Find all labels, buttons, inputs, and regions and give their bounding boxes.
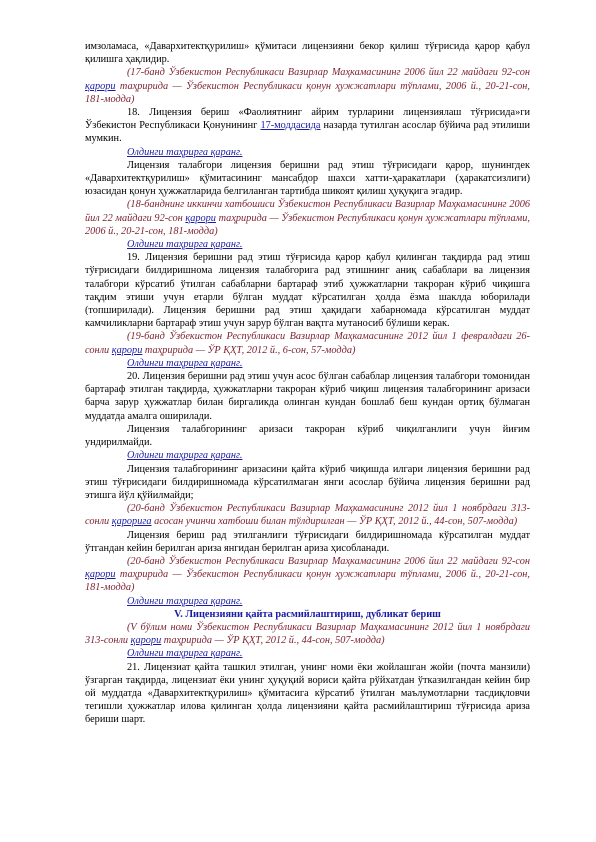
paragraph-19: 19. Лицензия беришни рад этиш тўғрисида қарор қабул қилинган тақдирда рад этиш тўғрисидаги билдиришнома лицензия талабгорига рад этишнинг аниқ сабаблари ва лицензия талабгори кўрсатиб ўтилган сабабларни бартараф этиб ҳужжатларни такроран кўриб чиқишга тақдим этиши учун етарли бўлган муддат кўрсатилган ҳолда ёзма шаклда юборилади (топширилади). Лицензия беришни рад этиш ҳақидаги хабарномада кўрсатилган муддат камчиликларни бартараф этиш учун зарур бўлган вақтга мутаносиб бўлиши керак. [85,252,530,330]
resolution-link[interactable]: қарорига [111,516,152,528]
paragraph-20-fourth: Лицензия бериш рад этилганлиги тўғрисидаги билдиришномада кўрсатилган муддат ўтгандан кейин берилган ариза янгидан берилган ариза ҳисобланади. [85,529,530,554]
note-text: таҳририда — ЎР ҚҲТ, 2012 й., 6-сон, 57-модда) [142,344,356,356]
previous-edition-link[interactable]: Олдинги таҳрирга қаранг. [127,595,243,607]
paragraph-17-end: имзоламаса, «Даварxитектқурилиш» қўмитаси лицензияни бекор қилиш тўғрисида қарор қабул қилишга ҳақлидир. [85,41,530,66]
previous-edition-link[interactable]: Олдинги таҳрирга қаранг. [127,357,243,369]
previous-edition-row [85,357,530,370]
amendment-note-19 [85,330,530,356]
paragraph-20: 20. Лицензия беришни рад этиш учун асос бўлган сабаблар лицензия талабгори томонидан бартараф этилган тақдирда, ҳужжатларни такроран кўриб чиқиш лицензия талабгорининг аризаси барча зарур ҳужжатлар билан биргаликда олинган кундан бошлаб беш кундан ортиқ бўлмаган муддатда амалга оширилади. [85,371,530,422]
document-page [85,40,530,727]
amendment-note-17 [85,66,530,106]
previous-edition-row [85,146,530,159]
resolution-link[interactable]: қарори [185,212,216,224]
paragraph-18 [85,106,530,146]
previous-edition-link[interactable]: Олдинги таҳрирга қаранг. [127,239,243,251]
previous-edition-link[interactable]: Олдинги таҳрирга қаранг. [127,648,243,660]
amendment-note-20b [85,555,530,595]
amendment-note-20a [85,502,530,528]
previous-edition-row [85,595,530,608]
amendment-note-18 [85,198,530,238]
note-text: таҳририда — ЎР ҚҲТ, 2012 й., 44-сон, 507-модда) [161,635,385,647]
previous-edition-row [85,238,530,251]
paragraph-20-third: Лицензия талабгорининг аризасини қайта кўриб чиқишда илгари лицензия беришни рад этиш тўғрисидаги билдиришномада кўрсатилмаган янги асослар бўйича лицензия беришни рад этишга йўл қўйилмайди; [85,463,530,501]
resolution-link[interactable]: қарори [85,80,116,92]
note-text: (20-банд Ўзбекистон Республикаси Вазирлар Маҳкамасининг 2012 йил 1 ноябрдаги 313-сонли [85,503,530,528]
note-text: таҳририда — Ўзбекистон Республикаси қонун ҳужжатлари тўплами, 2006 й., 20-21-сон, 181-модда) [85,80,530,105]
section-heading: V. Лицензияни қайта расмийлаштириш, дубликат бериш [174,608,441,620]
note-text: (19-банд Ўзбекистон Республикаси Вазирлар Маҳкамасининг 2012 йил 1 февралдаги 26-сонли [85,331,530,356]
note-text: (20-банд Ўзбекистон Республикаси Вазирлар Маҳкамасининг 2006 йил 22 майдаги 92-сон [127,555,530,567]
note-text: (V бўлим номи Ўзбекистон Республикаси Вазирлар Маҳкамасининг 2012 йил 1 ноябрдаги 313-сонли [85,621,530,647]
paragraph-text: назарда тутилган асослар бўйича рад этилиши мумкин. [85,120,530,145]
note-text: таҳририда — Ўзбекистон Республикаси қонун ҳужжатлари тўплами, 2006 й., 20-21-сон, 181-модда) [85,569,530,594]
resolution-link[interactable]: қарори [130,635,162,647]
article-17-link[interactable]: 17-моддасида [260,120,321,132]
note-text: асосан учинчи хатбоши билан тўлдирилган — ЎР ҚҲТ, 2012 й., 44-сон, 507-модда) [151,516,518,528]
amendment-note-section [85,621,530,647]
previous-edition-row [85,647,530,660]
previous-edition-link[interactable]: Олдинги таҳрирга қаранг. [127,450,243,462]
resolution-link[interactable]: қарори [85,569,116,581]
paragraph-20-second: Лицензия талабгорининг аризаси такроран кўриб чиқилганлиги учун йиғим ундирилмайди. [85,423,530,449]
resolution-link[interactable]: қарори [111,344,143,356]
note-text: (17-банд Ўзбекистон Республикаси Вазирлар Маҳкамасининг 2006 йил 22 майдаги 92-сон [127,67,530,79]
paragraph-18-second: Лицензия талабгори лицензия беришни рад этиш тўғрисидаги қарор, шунингдек «Даварxитектқурилиш» қўмитасининг мансабдор шахси хатти-ҳаракатлари (ҳаракатсизлиги) юзасидан қонун ҳужжатларида белгиланган тартибда шикоят қилиш ҳуқуқига эгадир. [85,159,530,198]
note-text: (18-банднинг иккинчи хатбошиси Ўзбекистон Республикаси Вазирлар Маҳкамасининг 2006 йил 22 майдаги 92-сон [85,199,530,224]
paragraph-text: 18. Лицензия бериш «Фаолиятнинг айрим турларини лицензиялаш тўғрисида»ги Ўзбекистон Республикаси Қонунининг [85,107,530,132]
note-text: таҳририда — Ўзбекистон Республикаси қонун ҳужжатлари тўплами, 2006 й., 20-21-сон, 181-модда) [85,212,530,237]
paragraph-21: 21. Лицензиат қайта ташкил этилган, унинг номи ёки жойлашган жойи (почта манзили) ўзгарган тақдирда, лицензиат ёки унинг ҳуқуқий вориси қайта рўйхатдан ўтказилгандан кейин бир ой муддатда «Даварxитектқурилиш» қўмитасига кўрсатиб ўтилган маълумотларни тасдиқловчи тегишли ҳужжатлар илова қилинган ҳолда лицензияни қайта расмийлаштириш тўғрисида ариза бериши шарт. [85,661,530,726]
previous-edition-row [85,449,530,462]
previous-edition-link[interactable]: Олдинги таҳрирга қаранг. [127,146,243,158]
